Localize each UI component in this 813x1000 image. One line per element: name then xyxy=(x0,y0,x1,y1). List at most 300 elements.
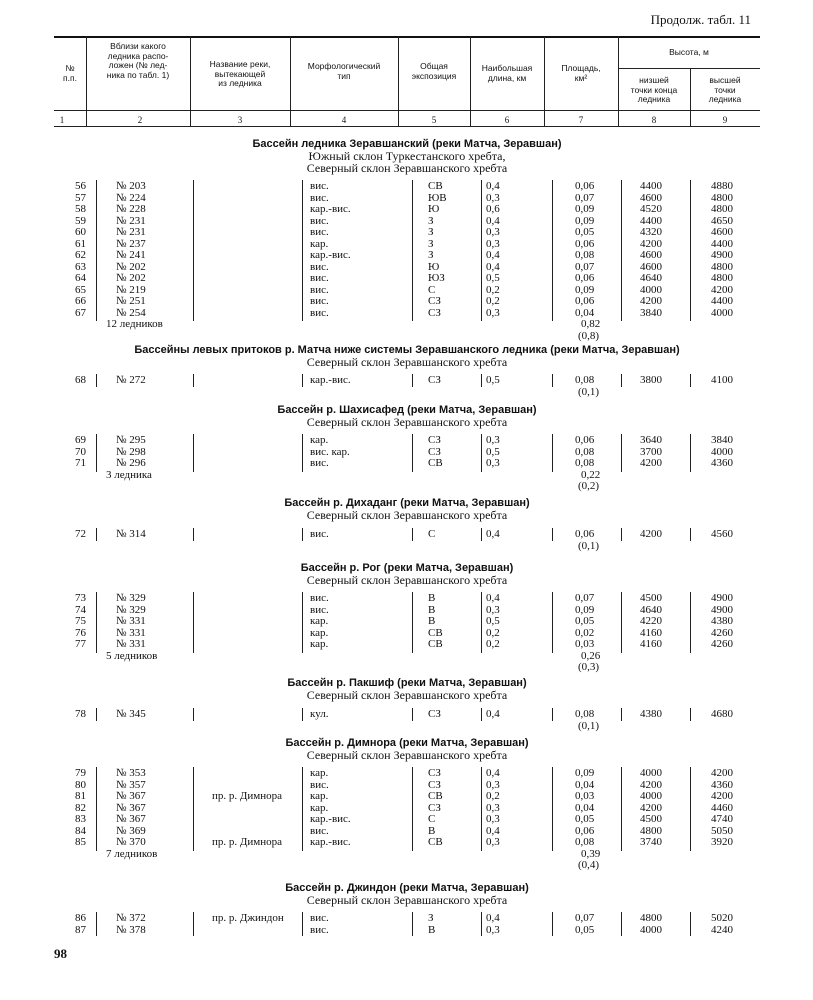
header-col-exposition: Общая экспозиция xyxy=(411,61,457,81)
cell-height-low: 4640 xyxy=(640,272,662,284)
cell-height-high: 4880 xyxy=(711,180,733,192)
cell-height-high: 4600 xyxy=(711,226,733,238)
cell-max-length: 0,4 xyxy=(486,214,500,227)
cell-exposition: В xyxy=(428,615,436,627)
header-col-height-high: высшей точки ледника xyxy=(708,75,742,104)
cell-morph-type: вис. xyxy=(310,528,329,540)
cell-near-glacier-ref: № 353 xyxy=(116,767,146,779)
cell-max-length: 0,5 xyxy=(486,445,500,458)
cell-exposition: СВ xyxy=(428,457,443,469)
cell-near-glacier-ref: № 357 xyxy=(116,778,146,791)
table-row xyxy=(0,593,813,605)
header-col-morph-type: Морфологический тип xyxy=(307,61,381,81)
cell-row-number: 75 xyxy=(75,615,86,627)
cell-row-number: 67 xyxy=(75,306,86,319)
cell-height-high: 4800 xyxy=(711,272,733,284)
cell-morph-type: кар.-вис. xyxy=(310,203,351,215)
cell-max-length: 0,3 xyxy=(486,191,500,204)
cell-area: 0,05 xyxy=(575,923,595,936)
cell-area: 0,05 xyxy=(575,813,595,825)
summary-area: 0,22 xyxy=(581,468,601,481)
column-divider xyxy=(552,528,553,541)
cell-exposition: СЗ xyxy=(428,306,441,319)
column-divider xyxy=(193,912,194,936)
cell-height-low: 4200 xyxy=(640,801,662,814)
cell-max-length: 0,3 xyxy=(486,603,500,616)
cell-row-number: 68 xyxy=(75,374,86,386)
cell-height-high: 5020 xyxy=(711,912,733,924)
cell-area: 0,09 xyxy=(575,283,595,296)
cell-height-high: 4100 xyxy=(711,374,733,386)
summary-label: 12 ледников xyxy=(106,318,163,330)
colnum-bottom-rule xyxy=(54,126,760,127)
cell-exposition: З xyxy=(428,912,434,924)
column-divider xyxy=(193,180,194,321)
cell-near-glacier-ref: № 295 xyxy=(116,434,146,446)
cell-height-high: 4200 xyxy=(711,790,733,802)
column-divider xyxy=(552,912,553,936)
cell-area: 0,06 xyxy=(575,180,595,192)
cell-exposition: З xyxy=(428,226,434,238)
cell-area: 0,08 xyxy=(575,249,595,261)
column-divider xyxy=(481,708,482,721)
column-divider xyxy=(193,592,194,653)
cell-row-number: 72 xyxy=(75,528,86,540)
cell-near-glacier-ref: № 370 xyxy=(116,836,146,848)
cell-max-length: 0,3 xyxy=(486,923,500,936)
cell-morph-type: вис. xyxy=(310,226,329,238)
cell-exposition: В xyxy=(428,603,436,616)
continuation-label: Продолж. табл. 11 xyxy=(650,12,751,27)
cell-exposition: СВ xyxy=(428,836,443,848)
basin-subtitle: Северный склон Зеравшанского хребта xyxy=(306,748,508,762)
header-col-near-glacier: Вблизи какого ледника распо- ложен (№ лед- ника по табл. 1) xyxy=(106,41,170,80)
cell-row-number: 59 xyxy=(75,214,86,227)
cell-morph-type: кар.-вис. xyxy=(310,813,351,825)
cell-morph-type: вис. xyxy=(310,214,329,227)
header-col-height-low: низшей точки конца ледника xyxy=(630,75,678,104)
header-col-height: Высота, м xyxy=(669,47,709,57)
cell-exposition: СВ xyxy=(428,638,443,650)
cell-morph-type: вис. xyxy=(310,295,329,307)
column-divider xyxy=(96,374,97,387)
cell-height-high: 4240 xyxy=(711,923,733,936)
cell-height-low: 4380 xyxy=(640,708,662,720)
cell-height-low: 4000 xyxy=(640,790,662,802)
column-divider xyxy=(193,767,194,851)
column-divider xyxy=(690,708,691,721)
cell-exposition: Ю xyxy=(428,260,440,273)
cell-near-glacier-ref: № 314 xyxy=(116,528,146,540)
cell-height-low: 4220 xyxy=(640,615,662,627)
cell-max-length: 0,4 xyxy=(486,180,500,192)
cell-near-glacier-ref: № 224 xyxy=(116,191,146,204)
cell-exposition: СЗ xyxy=(428,295,441,307)
table-row xyxy=(0,458,813,470)
cell-row-number: 58 xyxy=(75,203,86,215)
cell-row-number: 57 xyxy=(75,191,86,204)
cell-exposition: В xyxy=(428,824,436,837)
column-divider xyxy=(552,708,553,721)
cell-height-low: 4520 xyxy=(640,203,662,215)
summary-area-rounded: (0,2) xyxy=(578,480,600,492)
column-divider xyxy=(621,767,622,851)
column-divider xyxy=(690,767,691,851)
cell-max-length: 0,2 xyxy=(486,626,500,639)
cell-height-low: 3700 xyxy=(640,445,662,458)
column-divider xyxy=(481,912,482,936)
basin-subtitle: Северный склон Зеравшанского хребта xyxy=(306,415,508,429)
column-divider xyxy=(412,708,413,721)
cell-exposition: З xyxy=(428,249,434,261)
cell-near-glacier-ref: № 372 xyxy=(116,912,146,924)
cell-max-length: 0,4 xyxy=(486,249,500,261)
cell-morph-type: вис. xyxy=(310,191,329,204)
cell-morph-type: вис. xyxy=(310,603,329,616)
cell-river-name: пр. р. Джиндон xyxy=(212,912,284,924)
cell-exposition: СВ xyxy=(428,180,443,192)
cell-height-high: 4680 xyxy=(711,708,733,720)
column-divider xyxy=(690,434,691,472)
cell-morph-type: кар. xyxy=(310,615,329,627)
cell-height-low: 3800 xyxy=(640,374,662,386)
cell-height-low: 4800 xyxy=(640,824,662,837)
cell-exposition: С xyxy=(428,528,436,540)
basin-subtitle: Северный склон Зеравшанского хребта xyxy=(306,688,508,702)
cell-exposition: ЮЗ xyxy=(428,272,445,284)
cell-near-glacier-ref: № 237 xyxy=(116,237,146,250)
table-row xyxy=(0,791,813,803)
cell-exposition: СЗ xyxy=(428,708,441,720)
cell-morph-type: кар. xyxy=(310,790,329,802)
cell-morph-type: вис. xyxy=(310,824,329,837)
cell-height-low: 4200 xyxy=(640,295,662,307)
summary-area-rounded: (0,1) xyxy=(578,385,600,398)
column-number: 2 xyxy=(137,115,143,125)
column-divider xyxy=(481,767,482,851)
cell-height-low: 4600 xyxy=(640,260,662,273)
table-row xyxy=(0,250,813,262)
column-divider xyxy=(621,374,622,387)
cell-morph-type: кул. xyxy=(310,708,329,720)
cell-near-glacier-ref: № 296 xyxy=(116,457,146,469)
column-divider xyxy=(96,708,97,721)
column-divider xyxy=(302,767,303,851)
table-row xyxy=(0,273,813,285)
cell-row-number: 77 xyxy=(75,638,86,650)
cell-row-number: 87 xyxy=(75,923,86,936)
cell-row-number: 80 xyxy=(75,778,86,791)
cell-row-number: 73 xyxy=(75,592,86,604)
column-divider xyxy=(412,374,413,387)
cell-morph-type: кар. xyxy=(310,767,329,779)
table-row xyxy=(0,925,813,937)
cell-height-low: 4200 xyxy=(640,528,662,540)
cell-height-high: 4900 xyxy=(711,603,733,616)
cell-max-length: 0,3 xyxy=(486,457,500,469)
cell-height-low: 4500 xyxy=(640,592,662,604)
cell-max-length: 0,6 xyxy=(486,203,500,215)
header-top-rule xyxy=(54,36,760,38)
cell-exposition: Ю xyxy=(428,203,440,215)
cell-river-name: пр. р. Димнора xyxy=(212,836,283,848)
column-divider xyxy=(412,528,413,541)
cell-max-length: 0,3 xyxy=(486,226,500,238)
cell-height-high: 4900 xyxy=(711,249,733,261)
cell-row-number: 76 xyxy=(75,626,86,639)
column-divider xyxy=(552,374,553,387)
header-divider xyxy=(398,36,399,126)
cell-near-glacier-ref: № 254 xyxy=(116,306,146,319)
column-divider xyxy=(96,180,97,321)
cell-morph-type: вис. xyxy=(310,306,329,319)
cell-morph-type: вис. xyxy=(310,923,329,936)
cell-morph-type: вис. xyxy=(310,272,329,284)
cell-row-number: 69 xyxy=(75,434,86,446)
cell-height-low: 4600 xyxy=(640,249,662,261)
cell-row-number: 82 xyxy=(75,801,86,814)
basin-title: Бассейн р. Шахисафед (реки Матча, Зеравшан) xyxy=(277,404,537,416)
cell-height-low: 4160 xyxy=(640,638,662,650)
column-divider xyxy=(96,434,97,472)
summary-area: 0,39 xyxy=(581,847,601,860)
cell-height-low: 4200 xyxy=(640,778,662,791)
cell-exposition: В xyxy=(428,592,436,604)
cell-height-low: 4200 xyxy=(640,237,662,250)
table-row xyxy=(0,709,813,721)
cell-max-length: 0,3 xyxy=(486,306,500,319)
cell-near-glacier-ref: № 329 xyxy=(116,603,146,616)
cell-row-number: 62 xyxy=(75,249,86,261)
cell-area: 0,06 xyxy=(575,434,595,446)
cell-height-low: 3640 xyxy=(640,434,662,446)
cell-area: 0,08 xyxy=(575,374,595,386)
cell-near-glacier-ref: № 228 xyxy=(116,203,146,215)
column-divider xyxy=(302,592,303,653)
cell-height-high: 4360 xyxy=(711,457,733,469)
basin-title: Бассейн р. Джиндон (реки Матча, Зеравшан) xyxy=(285,882,529,894)
cell-height-high: 4800 xyxy=(711,191,733,204)
column-divider xyxy=(621,708,622,721)
column-divider xyxy=(481,180,482,321)
cell-max-length: 0,5 xyxy=(486,374,500,386)
cell-exposition: ЮВ xyxy=(428,191,447,204)
cell-max-length: 0,2 xyxy=(486,283,500,296)
column-divider xyxy=(621,180,622,321)
cell-area: 0,06 xyxy=(575,272,595,284)
cell-height-high: 4460 xyxy=(711,801,733,814)
column-divider xyxy=(412,434,413,472)
table-row xyxy=(0,814,813,826)
cell-near-glacier-ref: № 219 xyxy=(116,283,146,296)
column-divider xyxy=(302,180,303,321)
cell-near-glacier-ref: № 202 xyxy=(116,260,146,273)
cell-height-high: 4200 xyxy=(711,767,733,779)
summary-area-rounded: (0,8) xyxy=(578,329,600,342)
column-divider xyxy=(412,180,413,321)
column-divider xyxy=(302,374,303,387)
table-row xyxy=(0,913,813,925)
cell-exposition: СЗ xyxy=(428,434,441,446)
cell-row-number: 78 xyxy=(75,708,86,720)
cell-near-glacier-ref: № 367 xyxy=(116,801,146,814)
header-bottom-rule xyxy=(54,110,760,111)
cell-exposition: СЗ xyxy=(428,767,441,779)
cell-area: 0,08 xyxy=(575,708,595,720)
table-row xyxy=(0,181,813,193)
column-divider xyxy=(690,180,691,321)
cell-height-low: 4160 xyxy=(640,626,662,639)
cell-exposition: СЗ xyxy=(428,445,441,458)
table-row xyxy=(0,837,813,849)
cell-max-length: 0,4 xyxy=(486,260,500,273)
column-number: 1 xyxy=(59,115,65,125)
cell-row-number: 85 xyxy=(75,836,86,848)
cell-row-number: 74 xyxy=(75,603,86,616)
cell-row-number: 65 xyxy=(75,283,86,296)
cell-height-high: 4400 xyxy=(711,295,733,307)
cell-height-low: 3840 xyxy=(640,306,662,319)
cell-height-high: 3840 xyxy=(711,434,733,446)
cell-area: 0,07 xyxy=(575,260,595,273)
summary-area-rounded: (0,1) xyxy=(578,539,600,552)
cell-near-glacier-ref: № 331 xyxy=(116,638,146,650)
column-divider xyxy=(96,592,97,653)
cell-max-length: 0,3 xyxy=(486,237,500,250)
table-row xyxy=(0,375,813,387)
cell-near-glacier-ref: № 231 xyxy=(116,214,146,227)
basin-subtitle: Северный склон Зеравшанского хребта xyxy=(306,161,508,175)
cell-exposition: С xyxy=(428,283,436,296)
cell-exposition: С xyxy=(428,813,436,825)
summary-area-rounded: (0,3) xyxy=(578,661,600,673)
column-divider xyxy=(481,374,482,387)
cell-max-length: 0,2 xyxy=(486,638,500,650)
cell-area: 0,05 xyxy=(575,615,595,627)
table-row xyxy=(0,529,813,541)
cell-height-high: 4000 xyxy=(711,306,733,319)
cell-row-number: 70 xyxy=(75,445,86,458)
cell-row-number: 61 xyxy=(75,237,86,250)
cell-row-number: 79 xyxy=(75,767,86,779)
cell-height-high: 4360 xyxy=(711,778,733,791)
basin-title: Бассейн р. Димнора (реки Матча, Зеравшан) xyxy=(285,737,529,749)
cell-height-low: 4640 xyxy=(640,603,662,616)
cell-morph-type: вис. кар. xyxy=(310,445,350,458)
table-row xyxy=(0,296,813,308)
cell-row-number: 64 xyxy=(75,272,86,284)
cell-exposition: З xyxy=(428,237,434,250)
column-number: 7 xyxy=(578,115,584,125)
column-divider xyxy=(96,767,97,851)
cell-max-length: 0,5 xyxy=(486,272,500,284)
column-number: 3 xyxy=(237,115,243,125)
cell-row-number: 81 xyxy=(75,790,86,802)
cell-exposition: СЗ xyxy=(428,801,441,814)
basin-title: Бассейн р. Рог (реки Матча, Зеравшан) xyxy=(300,562,514,574)
cell-morph-type: вис. xyxy=(310,912,329,924)
cell-height-low: 4200 xyxy=(640,457,662,469)
cell-max-length: 0,4 xyxy=(486,767,500,779)
basin-subtitle: Северный склон Зеравшанского хребта xyxy=(306,355,508,369)
cell-exposition: З xyxy=(428,214,434,227)
cell-exposition: СВ xyxy=(428,790,443,802)
cell-morph-type: кар. xyxy=(310,801,329,814)
column-divider xyxy=(690,374,691,387)
column-divider xyxy=(412,912,413,936)
cell-max-length: 0,4 xyxy=(486,528,500,540)
cell-max-length: 0,4 xyxy=(486,824,500,837)
column-divider xyxy=(552,767,553,851)
cell-row-number: 66 xyxy=(75,295,86,307)
table-row xyxy=(0,616,813,628)
cell-area: 0,08 xyxy=(575,445,595,458)
basin-subtitle: Северный склон Зеравшанского хребта xyxy=(306,893,508,907)
cell-height-low: 4320 xyxy=(640,226,662,238)
cell-area: 0,06 xyxy=(575,824,595,837)
cell-max-length: 0,2 xyxy=(486,295,500,307)
cell-morph-type: кар. xyxy=(310,237,329,250)
column-divider xyxy=(552,180,553,321)
cell-row-number: 83 xyxy=(75,813,86,825)
cell-morph-type: вис. xyxy=(310,457,329,469)
cell-max-length: 0,4 xyxy=(486,708,500,720)
cell-height-high: 5050 xyxy=(711,824,733,837)
cell-exposition: В xyxy=(428,923,436,936)
basin-title: Бассейны левых притоков р. Матча ниже системы Зеравшанского ледника (реки Матча, Зеравшан) xyxy=(134,344,680,356)
header-col-river-name: Название реки, вытекающей из ледника xyxy=(209,59,271,88)
cell-area: 0,03 xyxy=(575,790,595,802)
cell-near-glacier-ref: № 369 xyxy=(116,824,146,837)
cell-max-length: 0,4 xyxy=(486,912,500,924)
summary-label: 5 ледников xyxy=(106,649,158,662)
cell-morph-type: вис. xyxy=(310,592,329,604)
column-divider xyxy=(621,434,622,472)
column-divider xyxy=(302,434,303,472)
cell-height-high: 4560 xyxy=(711,528,733,540)
cell-near-glacier-ref: № 331 xyxy=(116,615,146,627)
column-divider xyxy=(412,767,413,851)
cell-morph-type: вис. xyxy=(310,180,329,192)
cell-height-low: 4000 xyxy=(640,767,662,779)
cell-height-high: 4740 xyxy=(711,813,733,825)
cell-height-low: 4400 xyxy=(640,180,662,192)
cell-row-number: 84 xyxy=(75,824,86,837)
column-divider xyxy=(621,592,622,653)
cell-near-glacier-ref: № 251 xyxy=(116,295,146,307)
cell-height-low: 4500 xyxy=(640,813,662,825)
cell-height-high: 4650 xyxy=(711,214,733,227)
cell-morph-type: кар.-вис. xyxy=(310,249,351,261)
basin-title: Бассейн р. Пакшиф (реки Матча, Зеравшан) xyxy=(287,677,527,689)
column-divider xyxy=(96,912,97,936)
cell-near-glacier-ref: № 331 xyxy=(116,626,146,639)
cell-morph-type: вис. xyxy=(310,283,329,296)
column-divider xyxy=(481,592,482,653)
cell-height-high: 4200 xyxy=(711,283,733,296)
column-divider xyxy=(412,592,413,653)
cell-area: 0,07 xyxy=(575,592,595,604)
cell-near-glacier-ref: № 202 xyxy=(116,272,146,284)
summary-area: 0,82 xyxy=(581,318,601,330)
page-number: 98 xyxy=(54,946,67,961)
column-divider xyxy=(302,708,303,721)
table-row xyxy=(0,204,813,216)
cell-height-high: 3920 xyxy=(711,836,733,848)
cell-height-high: 4260 xyxy=(711,638,733,650)
column-number: 8 xyxy=(651,115,657,125)
cell-area: 0,07 xyxy=(575,912,595,924)
